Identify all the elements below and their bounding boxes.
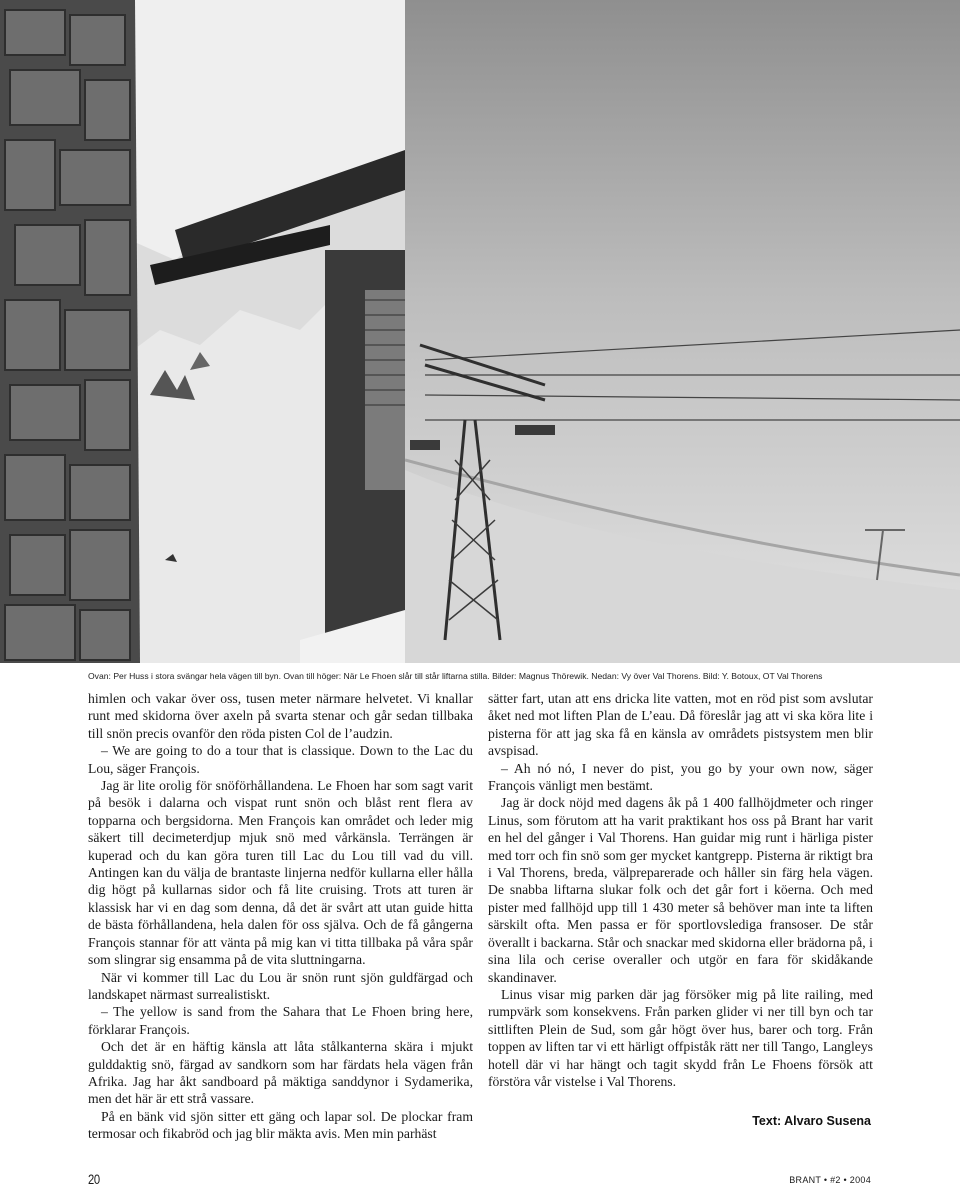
photo-chairlift-fog (405, 0, 960, 663)
photo-caption: Ovan: Per Huss i stora svängar hela vägen till byn. Ovan till höger: När Le Fhoen slår till står liftarna stilla. Bilder: Magnus Thörewik. Nedan: Vy över Val Thorens. Bild: Y. Botoux, OT Val Thorens (88, 671, 823, 681)
paragraph: Och det är en häftig känsla att låta stålkanterna skära i mjukt gulddaktig snö, färgad av sandkorn som har färdats hela vägen från Afrika. Jag har åkt sandboard på mäktiga sanddynor i Sydamerika, men det här är ett strå vassare. (88, 1039, 473, 1107)
paragraph: sätter fart, utan att ens dricka lite vatten, mot en röd pist som avslutar åket ned mot liften Plan de L’eau. Då föreslår jag att vi ska köra lite i pisterna för att jag ska få en känsla av områdets pistsystem men blir avspisad. (488, 691, 873, 759)
chairlift-illustration (405, 0, 960, 663)
paragraph: – We are going to do a tour that is classique. Down to the Lac du Lou, säger François. (88, 743, 473, 776)
paragraph: Linus visar mig parken där jag försöker mig på lite railing, med rumpvärk som konsekvens. Från parken glider vi ner till byn och tar sittliften Plein de Sud, som går högt över hus, barer och torg. Från toppen av liften tar vi ett härligt offpiståk rätt ner till Tango, Langleys hotell där vi har hängt och tagit skydd från Le Fhoens försök att förstöra vår vistelse i Val Thorens. (488, 986, 873, 1089)
paragraph: När vi kommer till Lac du Lou är snön runt sjön guldfärgad och landskapet närmast surrealistiskt. (88, 969, 473, 1002)
chalet-illustration (0, 0, 405, 663)
photo-chalet-skier (0, 0, 405, 663)
paragraph: Jag är dock nöjd med dagens åk på 1 400 fallhöjdmeter och ringer Linus, som förutom att ha varit praktikant hos oss på Brant har varit en hel del gånger i Val Thorens. Han guidar mig runt i härliga pister med torr och fin snö som ger mycket kantgrepp. Pisterna är riktigt bra i Val Thorens, breda, välpreparerade och håller sin färg hela vägen. De snabba liftarna slukar folk och det går fort i köerna. Och med pister med fallhöjd upp till 1 430 meter så behöver man inte ta liften särskilt ofta. Men passa er för sportlovslediga fransoser. De står överallt i backarna. Står och snackar med skidorna eller brädorna på, i sina lila och cerise overaller och utgör en fara för skidåkande skandinaver. (488, 795, 873, 985)
paragraph: – Ah nó nó, I never do pist, you go by your own now, säger François vänligt men bestämt. (488, 760, 873, 794)
paragraph: På en bänk vid sjön sitter ett gäng och lapar sol. De plockar fram termosar och fikabröd och jag blir mäktа avis. Men min parhäst (88, 1108, 473, 1142)
paragraph: – The yellow is sand from the Sahara that Le Fhoen bring here, förklarar François. (88, 1004, 473, 1037)
paragraph: Jag är lite orolig för snöförhållandena. Le Fhoen har som sagt varit på besök i dalarna och vispat runt snön och blåst rent flera av topparna och bergsidorna. Men François kan området och leder mig säkert till decimeterdjup mjuk snö med vårkänsla. Terrängen är kuperad och du kan göra turen till Lac du Lou till vad du vill. Antingen kan du välja de brantaste linjerna nedför kullarna eller hålla dig högt på kullarnas sidor och få lite cruising. Trots att turen är klassisk har vi en dag som denna, då det är svårt att utan guide hitta de bästa förhållandena, hela dalen för oss själva. Och de få gångerna François stannar för att vänta på mig kan vi titta tillbaka på våra spår som slingrar sig ensamma på de vita sluttningarna. (88, 778, 473, 968)
paragraph: himlen och vakar över oss, tusen meter närmare helvetet. Vi knallar runt med skidorna över axeln på svarta stenar och går sedan tillbaka till snön precis ovanför den röda pisten Col de l’audzin. (88, 691, 473, 741)
article-column-right (488, 690, 873, 1090)
article-column-left (88, 690, 473, 1143)
page-number: 20 (88, 1171, 100, 1187)
author-byline: Text: Alvaro Susena (752, 1114, 871, 1128)
magazine-folio: BRANT • #2 • 2004 (789, 1175, 871, 1185)
